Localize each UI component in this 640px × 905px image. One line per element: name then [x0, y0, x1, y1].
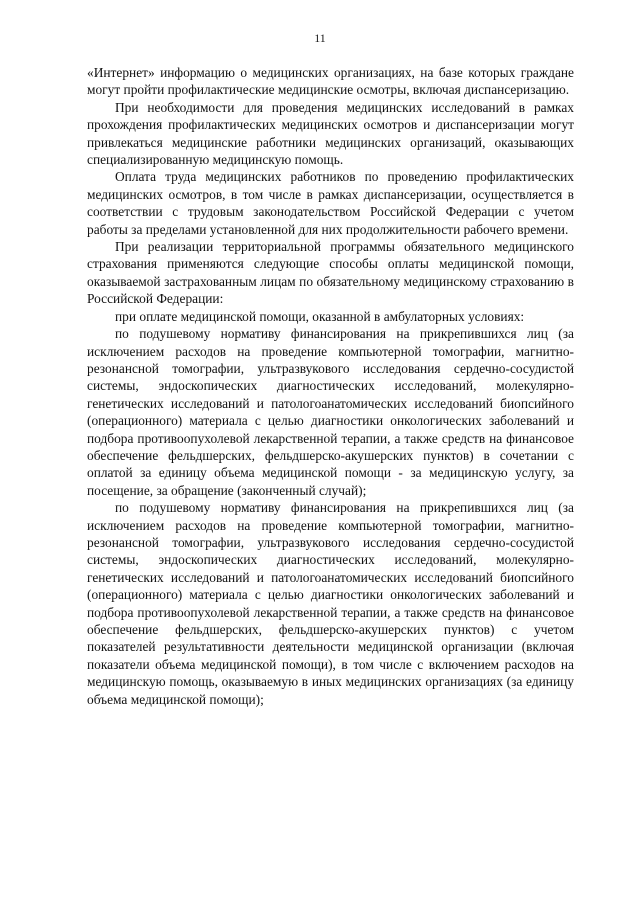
paragraph-per-capita-standard-1: по подушевому нормативу финансирования на прикрепившихся лиц (за исключением расходов на проведение компьютерной томографии, магнитно-резонансной томографии, ультразвукового исследования сердечно-сосудистой системы, эндоскопических диагностических исследований, молекулярно-генетических исследований и патологоанатомических исследований биопсийного (операционного) материала с целью диагностики онкологических заболеваний и подбора противоопухолевой лекарственной терапии, а также средств на финансовое обеспечение фельдшерских, фельдшерско-акушерских пунктов) в сочетании с оплатой за единицу объема медицинской помощи - за медицинскую услугу, за посещение, за обращение (законченный случай); — [87, 326, 574, 498]
paragraph-outpatient-conditions: при оплате медицинской помощи, оказанной в амбулаторных условиях: — [115, 308, 525, 324]
paragraph-payment-methods: При реализации территориальной программы обязательного медицинского страхования применяются следующие способы оплаты медицинской помощи, оказываемой застрахованным лицам по обязательному медицинскому страхованию в Российской Федерации: — [87, 239, 574, 307]
paragraph-research-staff: При необходимости для проведения медицинских исследований в рамках прохождения профилактических медицинских осмотров и диспансеризации могут привлекаться медицинские работники медицинских организаций, оказывающих специализированную медицинскую помощь. — [87, 99, 574, 168]
paragraph-internet-info: «Интернет» информацию о медицинских организациях, на базе которых граждане могут пройти профилактические медицинские осмотры, включая диспансеризацию. — [87, 65, 574, 98]
paragraph-payment-labor: Оплата труда медицинских работников по проведению профилактических медицинских осмотров, в том числе в рамках диспансеризации, осуществляется в соответствии с трудовым законодательством Российской Федерации с учетом работы за пределами установленной для них продолжительности рабочего времени. — [87, 169, 574, 237]
document-body — [87, 64, 574, 708]
paragraph-per-capita-standard-2: по подушевому нормативу финансирования на прикрепившихся лиц (за исключением расходов на проведение компьютерной томографии, магнитно-резонансной томографии, ультразвукового исследования сердечно-сосудистой системы, эндоскопических диагностических исследований, молекулярно-генетических исследований и патологоанатомических исследований биопсийного (операционного) материала с целью диагностики онкологических заболеваний и подбора противоопухолевой лекарственной терапии, а также средств на финансовое обеспечение фельдшерских, фельдшерско-акушерских пунктов) с учетом показателей результативности деятельности медицинской организации (включая показатели объема медицинской помощи), в том числе с включением расходов на медицинскую помощь, оказываемую в иных медицинских организациях (за единицу объема медицинской помощи); — [87, 500, 574, 707]
page-number: 11 — [314, 31, 326, 45]
